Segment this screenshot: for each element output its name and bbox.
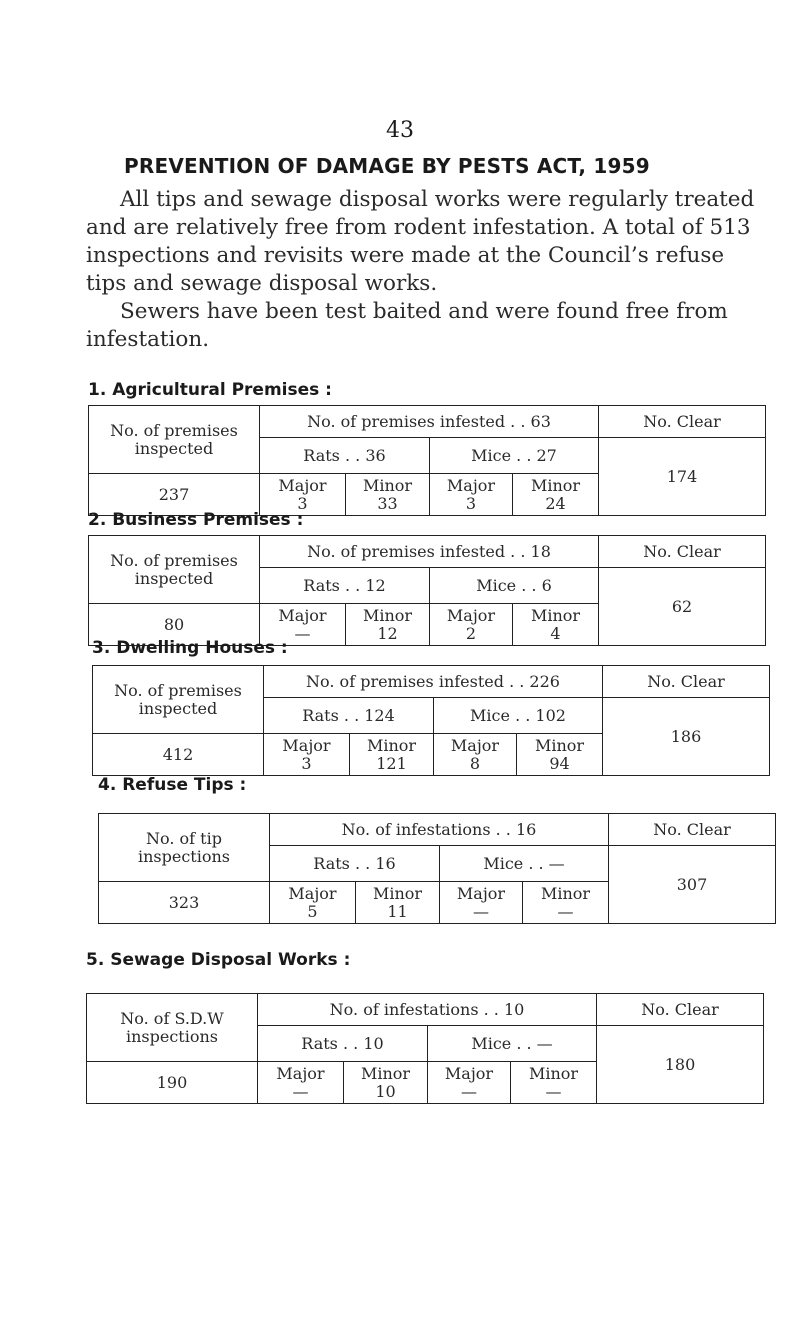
mice-minor (513, 604, 599, 646)
rats-minor-label: Minor (366, 735, 417, 755)
rats-minor-label: Minor (362, 605, 413, 625)
rats-major (258, 1062, 344, 1104)
pest-table-5 (86, 993, 764, 1104)
rats-count: Rats . . 16 (270, 846, 440, 882)
inspected-header: No. of premises inspected (89, 406, 260, 474)
clear-value: 186 (603, 698, 770, 776)
rats-minor-value: 11 (387, 901, 408, 921)
infested-header: No. of premises infested . . 63 (260, 406, 599, 438)
clear-header: No. Clear (597, 994, 764, 1026)
rats-count: Rats . . 12 (260, 568, 430, 604)
clear-value: 174 (599, 438, 766, 516)
mice-minor (517, 734, 603, 776)
mice-major-value: 3 (465, 493, 477, 513)
rats-major-value: 5 (307, 901, 318, 921)
infested-header: No. of infestations . . 16 (270, 814, 609, 846)
page-title: PREVENTION OF DAMAGE BY PESTS ACT, 1959 (124, 154, 650, 178)
rats-minor-label: Minor (372, 883, 423, 903)
inspected-value: 323 (99, 882, 270, 924)
page-number: 43 (386, 118, 414, 143)
mice-minor-value: — (545, 1081, 562, 1101)
section-title: 4. Refuse Tips : (98, 775, 247, 795)
mice-major-label: Major (444, 1063, 494, 1083)
mice-major-value: — (473, 901, 489, 921)
mice-major (440, 882, 523, 924)
mice-minor-value: 94 (549, 753, 570, 773)
clear-header: No. Clear (599, 536, 766, 568)
rats-minor-value: 121 (376, 753, 407, 773)
clear-header: No. Clear (599, 406, 766, 438)
mice-minor (511, 1062, 597, 1104)
rats-count: Rats . . 124 (264, 698, 434, 734)
paragraph-2: Sewers have been test baited and were found free from infestation. (86, 299, 728, 352)
infested-header: No. of infestations . . 10 (258, 994, 597, 1026)
infested-header: No. of premises infested . . 226 (264, 666, 603, 698)
rats-count: Rats . . 10 (258, 1026, 428, 1062)
rats-minor (356, 882, 440, 924)
mice-count: Mice . . — (440, 846, 609, 882)
rats-major-value: 3 (297, 493, 308, 513)
mice-minor-label: Minor (540, 883, 591, 903)
mice-major-label: Major (450, 735, 500, 755)
rats-count: Rats . . 36 (260, 438, 430, 474)
rats-minor (350, 734, 434, 776)
mice-count: Mice . . — (428, 1026, 597, 1062)
inspected-header: No. of premises inspected (89, 536, 260, 604)
rats-major-label: Major (278, 475, 327, 495)
mice-major (428, 1062, 511, 1104)
pest-table-4 (98, 813, 776, 924)
rats-minor (346, 474, 430, 516)
rats-minor-label: Minor (362, 475, 413, 495)
rats-major-label: Major (288, 883, 337, 903)
rats-major (264, 734, 350, 776)
intro-paragraph (86, 186, 766, 298)
inspected-value: 237 (89, 474, 260, 516)
inspected-value: 190 (87, 1062, 258, 1104)
mice-major (430, 474, 513, 516)
section-title: 1. Agricultural Premises : (88, 380, 332, 400)
paragraph-1: All tips and sewage disposal works were regularly treated and are relatively free from rodent infestation. A total of 513 inspections and revisits were made at the Council’s refuse tips and sewage disposal works. (86, 187, 755, 296)
clear-value: 307 (609, 846, 776, 924)
sewers-paragraph (86, 298, 766, 354)
inspected-value: 412 (93, 734, 264, 776)
clear-value: 62 (599, 568, 766, 646)
inspected-header: No. of tip inspections (99, 814, 270, 882)
mice-count: Mice . . 27 (430, 438, 599, 474)
section-title: 5. Sewage Disposal Works : (86, 950, 351, 970)
mice-major-label: Major (456, 883, 506, 903)
section-title: 2. Business Premises : (88, 510, 304, 530)
inspected-header: No. of S.D.W inspections (87, 994, 258, 1062)
pest-table-2 (88, 535, 766, 646)
inspected-header: No. of premises inspected (93, 666, 264, 734)
mice-count: Mice . . 102 (434, 698, 603, 734)
clear-value: 180 (597, 1026, 764, 1104)
rats-major-value: 3 (301, 753, 312, 773)
mice-minor-value: 24 (545, 493, 566, 513)
rats-major-value: — (294, 623, 311, 643)
mice-minor-value: — (557, 901, 574, 921)
mice-major-label: Major (446, 605, 496, 625)
mice-minor (513, 474, 599, 516)
mice-minor-label: Minor (530, 475, 581, 495)
mice-minor-label: Minor (530, 605, 581, 625)
mice-minor (523, 882, 609, 924)
mice-minor-value: 4 (550, 623, 561, 643)
rats-major-label: Major (278, 605, 327, 625)
mice-major-label: Major (446, 475, 496, 495)
rats-minor (344, 1062, 428, 1104)
rats-major-label: Major (276, 1063, 325, 1083)
rats-minor-label: Minor (360, 1063, 411, 1083)
infested-header: No. of premises infested . . 18 (260, 536, 599, 568)
mice-major (434, 734, 517, 776)
rats-minor-value: 33 (377, 493, 398, 513)
clear-header: No. Clear (609, 814, 776, 846)
mice-major-value: 8 (469, 753, 481, 773)
rats-minor-value: 10 (375, 1081, 396, 1101)
section-title: 3. Dwelling Houses : (92, 638, 288, 658)
clear-header: No. Clear (603, 666, 770, 698)
rats-major-value: — (292, 1081, 309, 1101)
rats-major-label: Major (282, 735, 331, 755)
rats-minor (346, 604, 430, 646)
mice-major-value: 2 (465, 623, 477, 643)
mice-major-value: — (461, 1081, 477, 1101)
pest-table-3 (92, 665, 770, 776)
rats-minor-value: 12 (377, 623, 398, 643)
pest-table-1 (88, 405, 766, 516)
mice-minor-label: Minor (528, 1063, 579, 1083)
mice-count: Mice . . 6 (430, 568, 599, 604)
mice-minor-label: Minor (534, 735, 585, 755)
rats-major (270, 882, 356, 924)
inspected-value: 80 (89, 604, 260, 646)
mice-major (430, 604, 513, 646)
